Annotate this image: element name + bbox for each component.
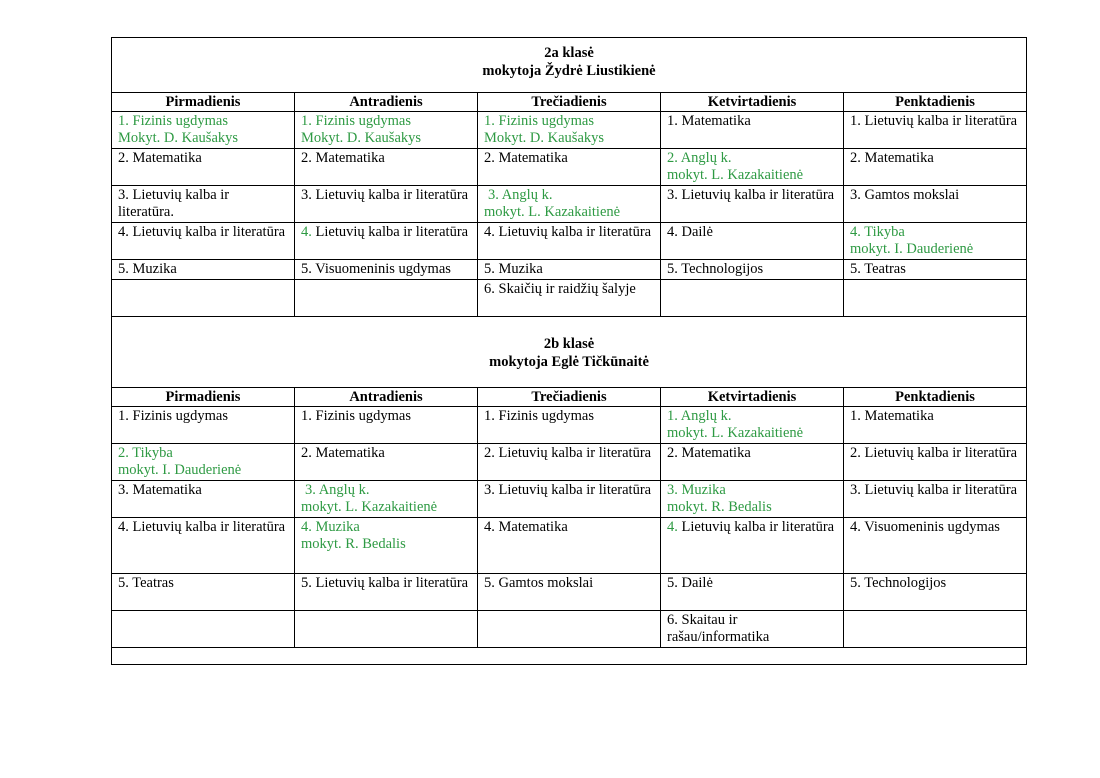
lesson-cell	[478, 186, 661, 223]
lesson-cell	[295, 407, 478, 444]
lesson-subject: 5. Teatras	[118, 575, 174, 591]
lesson-teacher: mokyt. R. Bedalis	[301, 536, 406, 552]
lesson-cell	[661, 611, 844, 648]
footer-empty-cell	[112, 648, 1027, 665]
class-2a-days-row	[112, 93, 1027, 112]
lesson-cell	[295, 223, 478, 260]
lesson-cell	[112, 149, 295, 186]
lesson-subject: 3. Lietuvių kalba ir literatūra.	[118, 187, 230, 220]
footer-row	[112, 648, 1027, 665]
lesson-subject: 1. Lietuvių kalba ir literatūra	[850, 113, 1018, 129]
lesson-subject: Fizinis ugdymas	[132, 113, 228, 129]
lesson-cell	[112, 518, 295, 574]
day-header-tuesday: Antradienis	[295, 93, 478, 112]
lesson-number: 3.	[305, 482, 319, 498]
lesson-number: 3.	[667, 482, 682, 498]
lesson-subject: Muzika	[681, 482, 726, 498]
lesson-row	[112, 186, 1027, 223]
day-header-tuesday: Antradienis	[295, 388, 478, 407]
lesson-number: 4.	[301, 224, 316, 240]
lesson-cell	[661, 186, 844, 223]
class-2b-heading	[112, 317, 1027, 388]
class-2a-heading-row	[112, 38, 1027, 93]
empty-lesson-cell	[112, 611, 295, 648]
lesson-subject: 2. Matematika	[484, 150, 568, 166]
timetable	[111, 37, 1027, 665]
lesson-number: 2.	[118, 445, 133, 461]
lesson-cell	[661, 444, 844, 481]
lesson-number: 1.	[667, 408, 681, 424]
lesson-cell	[478, 149, 661, 186]
lesson-subject: 4. Lietuvių kalba ir literatūra	[118, 224, 286, 240]
lesson-subject: Lietuvių kalba ir literatūra	[315, 224, 469, 240]
lesson-cell	[295, 112, 478, 149]
lesson-row	[112, 223, 1027, 260]
lesson-cell	[661, 260, 844, 280]
lesson-subject: 1. Fizinis ugdymas	[118, 408, 228, 424]
lesson-teacher: Mokyt. D. Kaušakys	[301, 130, 422, 146]
lesson-subject: 6. Skaitau ir rašau/informatika	[667, 612, 770, 645]
lesson-teacher: mokyt. L. Kazakaitienė	[484, 204, 621, 220]
lesson-cell	[844, 112, 1027, 149]
day-header-thursday: Ketvirtadienis	[661, 93, 844, 112]
lesson-subject: 4. Lietuvių kalba ir literatūra	[118, 519, 286, 535]
empty-lesson-cell	[661, 280, 844, 317]
lesson-subject: Fizinis ugdymas	[498, 113, 594, 129]
lesson-subject: 1. Fizinis ugdymas	[484, 408, 594, 424]
lesson-cell	[295, 518, 478, 574]
lesson-subject: 2. Matematika	[301, 150, 385, 166]
lesson-cell	[661, 574, 844, 611]
lesson-row	[112, 149, 1027, 186]
lesson-subject: Anglų k.	[501, 187, 553, 203]
lesson-cell	[844, 149, 1027, 186]
class-2b-lessons	[112, 407, 1027, 648]
lesson-subject: Fizinis ugdymas	[315, 113, 411, 129]
lesson-cell	[844, 444, 1027, 481]
lesson-cell	[295, 444, 478, 481]
lesson-row	[112, 280, 1027, 317]
lesson-subject: 5. Teatras	[850, 261, 906, 277]
class-2b-title: 2b klasė	[543, 336, 595, 352]
lesson-subject: 1. Fizinis ugdymas	[301, 408, 411, 424]
empty-lesson-cell	[478, 611, 661, 648]
lesson-subject: 3. Matematika	[118, 482, 202, 498]
lesson-cell	[112, 444, 295, 481]
class-2b-days-row	[112, 388, 1027, 407]
lesson-cell	[295, 186, 478, 223]
lesson-cell	[844, 223, 1027, 260]
lesson-subject: 4. Visuomeninis ugdymas	[850, 519, 1000, 535]
lesson-subject: 4. Matematika	[484, 519, 568, 535]
lesson-subject: 4. Lietuvių kalba ir literatūra	[484, 224, 652, 240]
lesson-number: 4.	[667, 519, 682, 535]
lesson-subject: Anglų k.	[680, 408, 732, 424]
lesson-cell	[478, 444, 661, 481]
lesson-row	[112, 481, 1027, 518]
class-2b-teacher: mokytoja Eglė Tičkūnaitė	[489, 354, 649, 370]
lesson-subject: Anglų k.	[680, 150, 732, 166]
lesson-cell	[478, 280, 661, 317]
empty-lesson-cell	[844, 611, 1027, 648]
lesson-cell	[661, 149, 844, 186]
lesson-row	[112, 518, 1027, 574]
lesson-cell	[112, 186, 295, 223]
lesson-cell	[478, 407, 661, 444]
empty-lesson-cell	[844, 280, 1027, 317]
lesson-subject: 3. Lietuvių kalba ir literatūra	[484, 482, 652, 498]
lesson-number: 3.	[488, 187, 502, 203]
lesson-cell	[661, 112, 844, 149]
lesson-teacher: mokyt. L. Kazakaitienė	[667, 425, 804, 441]
lesson-subject: 5. Dailė	[667, 575, 713, 591]
class-2a-teacher: mokytoja Žydrė Liustikienė	[482, 63, 656, 79]
lesson-number: 2.	[667, 150, 681, 166]
lesson-row	[112, 444, 1027, 481]
lesson-row	[112, 112, 1027, 149]
lesson-subject: 3. Lietuvių kalba ir literatūra	[667, 187, 835, 203]
lesson-subject: 4. Dailė	[667, 224, 713, 240]
lesson-cell	[295, 260, 478, 280]
lesson-subject: Tikyba	[864, 224, 905, 240]
lesson-row	[112, 611, 1027, 648]
lesson-subject: 3. Lietuvių kalba ir literatūra	[301, 187, 469, 203]
lesson-subject: Tikyba	[132, 445, 173, 461]
lesson-subject: Anglų k.	[318, 482, 370, 498]
lesson-cell	[478, 518, 661, 574]
lesson-subject: 5. Visuomeninis ugdymas	[301, 261, 451, 277]
lesson-cell	[112, 260, 295, 280]
lesson-cell	[844, 518, 1027, 574]
lesson-cell	[844, 260, 1027, 280]
lesson-subject: 2. Matematika	[667, 445, 751, 461]
lesson-teacher: mokyt. L. Kazakaitienė	[667, 167, 804, 183]
lesson-cell	[295, 481, 478, 518]
class-2b-heading-row	[112, 317, 1027, 388]
lesson-subject: 2. Matematika	[301, 445, 385, 461]
day-header-wednesday: Trečiadienis	[478, 93, 661, 112]
lesson-subject: 3. Lietuvių kalba ir literatūra	[850, 482, 1018, 498]
lesson-cell	[478, 223, 661, 260]
lesson-number: 1.	[484, 113, 499, 129]
lesson-cell	[844, 481, 1027, 518]
lesson-cell	[478, 574, 661, 611]
timetable-sheet	[111, 37, 1026, 665]
empty-lesson-cell	[295, 611, 478, 648]
lesson-subject: 5. Muzika	[484, 261, 543, 277]
day-header-friday: Penktadienis	[844, 388, 1027, 407]
lesson-subject: 2. Matematika	[118, 150, 202, 166]
lesson-subject: 5. Lietuvių kalba ir literatūra	[301, 575, 469, 591]
lesson-teacher: mokyt. L. Kazakaitienė	[301, 499, 438, 515]
lesson-subject: Muzika	[315, 519, 360, 535]
lesson-cell	[844, 186, 1027, 223]
lesson-teacher: mokyt. I. Dauderienė	[118, 462, 242, 478]
day-header-friday: Penktadienis	[844, 93, 1027, 112]
lesson-subject: 5. Technologijos	[667, 261, 764, 277]
lesson-subject: 1. Matematika	[667, 113, 751, 129]
lesson-cell	[661, 223, 844, 260]
lesson-number: 4.	[301, 519, 316, 535]
lesson-cell	[112, 574, 295, 611]
day-header-monday: Pirmadienis	[112, 388, 295, 407]
lesson-cell	[295, 574, 478, 611]
lesson-cell	[661, 518, 844, 574]
lesson-cell	[112, 223, 295, 260]
lesson-row	[112, 574, 1027, 611]
lesson-teacher: mokyt. R. Bedalis	[667, 499, 772, 515]
lesson-teacher: Mokyt. D. Kaušakys	[484, 130, 605, 146]
class-2a-heading	[112, 38, 1027, 93]
lesson-number: 1.	[301, 113, 316, 129]
lesson-cell	[478, 112, 661, 149]
lesson-cell	[112, 112, 295, 149]
lesson-row	[112, 260, 1027, 280]
lesson-teacher: mokyt. I. Dauderienė	[850, 241, 974, 257]
lesson-teacher: Mokyt. D. Kaušakys	[118, 130, 239, 146]
lesson-subject: 2. Lietuvių kalba ir literatūra	[850, 445, 1018, 461]
day-header-thursday: Ketvirtadienis	[661, 388, 844, 407]
lesson-subject: 5. Technologijos	[850, 575, 947, 591]
lesson-subject: 6. Skaičių ir raidžių šalyje	[484, 281, 636, 297]
lesson-cell	[478, 481, 661, 518]
lesson-cell	[295, 149, 478, 186]
day-header-monday: Pirmadienis	[112, 93, 295, 112]
class-2a-title: 2a klasė	[544, 45, 594, 61]
lesson-number: 4.	[850, 224, 865, 240]
lesson-cell	[661, 481, 844, 518]
lesson-row	[112, 407, 1027, 444]
lesson-cell	[112, 407, 295, 444]
lesson-number: 1.	[118, 113, 133, 129]
lesson-subject: 2. Matematika	[850, 150, 934, 166]
empty-lesson-cell	[295, 280, 478, 317]
lesson-subject: 5. Gamtos mokslai	[484, 575, 594, 591]
day-header-wednesday: Trečiadienis	[478, 388, 661, 407]
lesson-subject: 2. Lietuvių kalba ir literatūra	[484, 445, 652, 461]
lesson-subject: 3. Gamtos mokslai	[850, 187, 960, 203]
lesson-cell	[844, 407, 1027, 444]
lesson-cell	[112, 481, 295, 518]
lesson-subject: Lietuvių kalba ir literatūra	[681, 519, 835, 535]
empty-lesson-cell	[112, 280, 295, 317]
lesson-cell	[661, 407, 844, 444]
lesson-subject: 5. Muzika	[118, 261, 177, 277]
lesson-subject: 1. Matematika	[850, 408, 934, 424]
lesson-cell	[478, 260, 661, 280]
lesson-cell	[844, 574, 1027, 611]
